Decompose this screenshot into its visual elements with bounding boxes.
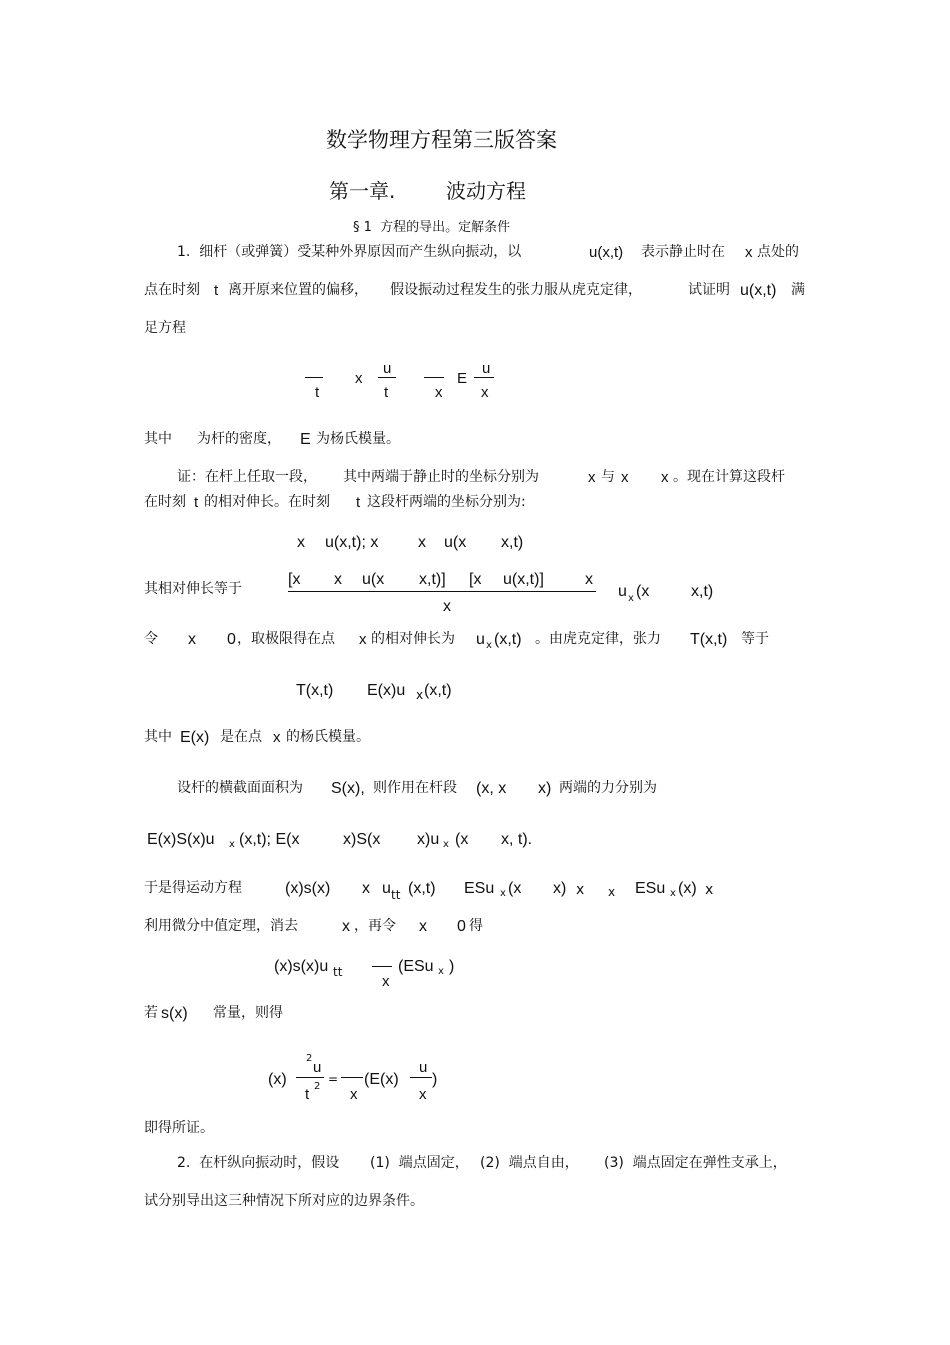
- p10-text-a: 设杆的横截面面积为: [177, 780, 303, 796]
- eq3-n5: [x: [469, 571, 482, 588]
- p11-math-g: (x: [508, 880, 522, 897]
- p9-math-x: x: [273, 729, 281, 746]
- p15-text-b: (1) 端点固定，: [370, 1155, 469, 1171]
- eq3-r3: x,t): [691, 583, 714, 600]
- p12-math-d: x: [419, 918, 427, 935]
- eq4-a: T(x,t): [296, 682, 334, 699]
- p10-math-S: S(x),: [331, 780, 365, 797]
- p6-text-e: 这段杆两端的坐标分别为:: [367, 494, 526, 510]
- eq2-c: x: [418, 534, 426, 551]
- eq3-fraction-bar: [288, 591, 596, 592]
- p8-math-x: x: [188, 631, 196, 648]
- p9-text-e: 的杨氏模量。: [286, 729, 370, 745]
- document-title: 数学物理方程第三版答案: [326, 128, 557, 152]
- p1-math-x: x: [745, 244, 753, 261]
- eq1-fraction-bar-1: [305, 377, 323, 378]
- p8-text-k: 等于: [741, 631, 769, 647]
- p11-math-h-sub: x: [576, 882, 585, 898]
- eq5-c: x)S(x: [343, 831, 381, 848]
- eq1-x2: x: [435, 384, 443, 401]
- p8-text-d: ，取极限得在点: [237, 631, 335, 647]
- p8-math-x2: x: [359, 631, 367, 648]
- eq1-fraction-bar-2: [378, 377, 396, 378]
- p8-text-a: 令: [144, 631, 158, 647]
- eq7-g: x: [419, 1086, 427, 1103]
- p2-math-t: t: [214, 282, 219, 299]
- eq3-n2: x: [334, 571, 342, 588]
- p2-text-d: 假设振动过程发生的张力服从虎克定律，: [390, 282, 642, 298]
- eq3-n1: [x: [288, 571, 301, 588]
- p8-math-u: u: [476, 631, 485, 648]
- eq6-a: (x)s(x)u: [274, 958, 329, 975]
- chapter-number: 第一章.: [329, 179, 396, 203]
- p11-math-k-sub: x: [705, 882, 714, 898]
- p5-math-x1: x: [588, 469, 596, 486]
- eq7-fraction-bar-2: [341, 1077, 363, 1078]
- eq6-fraction-bar: [372, 966, 392, 967]
- eq6-d: ): [449, 958, 455, 975]
- p1-text-e: 点处的: [757, 244, 799, 260]
- p11-math-h: x): [553, 880, 567, 897]
- eq7-a: (x): [268, 1071, 287, 1088]
- eq6-b: x: [382, 973, 390, 990]
- p9-text-c: 是在点: [220, 729, 262, 745]
- p15-text-c: (2) 端点自由，: [480, 1155, 579, 1171]
- eq7-b: u: [313, 1059, 322, 1076]
- eq3-r1: u: [618, 583, 627, 600]
- p12-math-b: x: [342, 918, 350, 935]
- p2-text-c: 离开原来位置的偏移，: [228, 282, 368, 298]
- eq3-r1-sub: x: [628, 593, 634, 604]
- p10-text-c: 则作用在杆段: [373, 780, 457, 796]
- p5-text-a: 证：在杆上任取一段，: [177, 469, 317, 485]
- eq2-d: u(x: [444, 534, 467, 551]
- p1-text-c: 表示静止时在: [641, 244, 725, 260]
- p1-math-uxt: u(x,t): [589, 244, 624, 261]
- eq2-e: x,t): [501, 534, 524, 551]
- eq5-f: x, t).: [501, 831, 533, 848]
- p10-math-d: (x, x: [476, 780, 507, 797]
- p11-math-b: (x)s(x): [285, 880, 331, 897]
- eq4-c: (x,t): [424, 682, 452, 699]
- eq5-e: (x: [455, 831, 469, 848]
- p11-math-d: u: [382, 880, 391, 897]
- eq6-c-sub: x: [438, 966, 444, 977]
- eq7-d: x: [350, 1086, 358, 1103]
- eq5-a: E(x)S(x)u: [147, 831, 215, 848]
- p11-math-c: x: [362, 880, 370, 897]
- p3-text: 足方程: [144, 320, 186, 336]
- eq7-h: ): [432, 1071, 438, 1088]
- eq1-u1: u: [383, 360, 392, 377]
- p13-math-b: s(x): [161, 1005, 188, 1022]
- p4-text-a: 其中: [144, 431, 172, 447]
- p8-math-T: T(x,t): [690, 631, 728, 648]
- p6-math-t2: t: [356, 494, 361, 511]
- p9-text-a: 其中: [144, 729, 172, 745]
- eq7-c-sup: 2: [314, 1081, 321, 1092]
- p11-math-e: (x,t): [408, 880, 436, 897]
- p5-text-g: 。现在计算这段杆: [673, 469, 785, 485]
- eq3-n4: x,t)]: [419, 571, 446, 588]
- eq7-sup: 2: [306, 1053, 313, 1064]
- p2-math-uxt: u(x,t): [740, 282, 777, 299]
- p11-math-j: ESu: [635, 880, 666, 897]
- eq1-fraction-bar-4: [474, 377, 494, 378]
- eq2-a: x: [297, 534, 305, 551]
- eq5-d: x)u: [417, 831, 440, 848]
- eq3-den: x: [443, 598, 451, 615]
- p12-math-e: 0: [457, 918, 466, 935]
- p2-text-e: 试证明: [688, 282, 730, 298]
- p11-math-j-sub: x: [670, 888, 676, 899]
- p4-text-d: 为杨氏模量。: [316, 431, 400, 447]
- p13-text-c: 常量，则得: [213, 1005, 283, 1021]
- eq1-fraction-bar-3: [424, 377, 444, 378]
- eq7-fraction-bar-1: [296, 1077, 324, 1078]
- p4-text-b: 为杆的密度，: [197, 431, 281, 447]
- eq4-b-sub: x: [416, 688, 424, 702]
- p4-math-E: E: [300, 431, 311, 448]
- eq5-b: (x,t); E(x: [239, 831, 300, 848]
- p7-text: 其相对伸长等于: [144, 581, 242, 597]
- p10-math-e: x): [538, 780, 552, 797]
- p12-text-a: 利用微分中值定理，消去: [144, 918, 298, 934]
- p5-math-x3: x: [661, 469, 669, 486]
- p11-math-f-sub: x: [500, 888, 506, 899]
- p1-text-a: 1. 细杆（或弹簧）受某种外界原因而产生纵向振动，以: [177, 244, 522, 260]
- p6-text-a: 在时刻: [144, 494, 186, 510]
- p15-text-a: 2. 在杆纵向振动时，假设: [177, 1155, 340, 1171]
- p5-math-x2: x: [621, 469, 629, 486]
- p2-text-g: 满: [791, 282, 805, 298]
- p13-text-a: 若: [144, 1005, 158, 1021]
- eq6-c: (ESu: [398, 958, 434, 975]
- eq7-c: t: [305, 1086, 310, 1103]
- p8-math-xt: (x,t): [494, 631, 522, 648]
- p5-text-b: 其中两端于静止时的坐标分别为: [343, 469, 539, 485]
- p5-text-d: 与: [601, 469, 615, 485]
- p12-text-f: 得: [469, 918, 483, 934]
- eq3-n6: u(x,t)]: [503, 571, 544, 588]
- p2-text-a: 点在时刻: [144, 282, 200, 298]
- p11-math-i: x: [608, 885, 616, 899]
- p15-text-d: (3) 端点固定在弹性支承上，: [604, 1155, 787, 1171]
- p11-math-k: (x): [678, 880, 697, 897]
- eq1-u2: u: [482, 360, 491, 377]
- eq1-t1: t: [315, 384, 320, 401]
- eq7-fraction-bar-3: [410, 1077, 432, 1078]
- section-heading: § 1 方程的导出。定解条件: [353, 220, 511, 235]
- eq2-b: u(x,t); x: [325, 534, 379, 551]
- p11-math-f: ESu: [464, 880, 495, 897]
- eq3-n3: u(x: [362, 571, 385, 588]
- p11-text-a: 于是得运动方程: [144, 880, 242, 896]
- eq1-x3: x: [481, 384, 489, 401]
- p16-text: 试分别导出这三种情况下所对应的边界条件。: [144, 1193, 424, 1209]
- eq7-equals: =: [328, 1072, 339, 1086]
- eq4-b: E(x)u: [367, 682, 406, 699]
- p14-text: 即得所证。: [144, 1120, 214, 1136]
- p9-math-Ex: E(x): [180, 729, 210, 746]
- eq1-t2: t: [384, 384, 389, 401]
- eq1-E: E: [457, 370, 468, 387]
- p12-text-c: ，再令: [354, 918, 396, 934]
- p8-math-0: 0: [227, 631, 236, 648]
- eq5-a-sub: x: [229, 839, 235, 850]
- p6-math-t1: t: [194, 494, 199, 511]
- eq3-n7: x: [585, 571, 593, 588]
- eq1-x: x: [355, 370, 363, 387]
- eq3-r2: (x: [636, 583, 650, 600]
- p8-text-i: 。由虎克定律，张力: [535, 631, 661, 647]
- p6-text-c: 的相对伸长。在时刻: [204, 494, 330, 510]
- p8-text-f: 的相对伸长为: [371, 631, 455, 647]
- chapter-name: 波动方程: [446, 179, 526, 203]
- eq5-d-sub: x: [443, 839, 449, 850]
- p8-math-u-sub: x: [486, 640, 492, 651]
- eq7-f: u: [419, 1059, 428, 1076]
- eq6-a-sub: tt: [333, 965, 343, 979]
- eq7-e: (E(x): [364, 1071, 399, 1088]
- p10-text-f: 两端的力分别为: [559, 780, 657, 796]
- p11-math-d-sub: tt: [391, 888, 401, 902]
